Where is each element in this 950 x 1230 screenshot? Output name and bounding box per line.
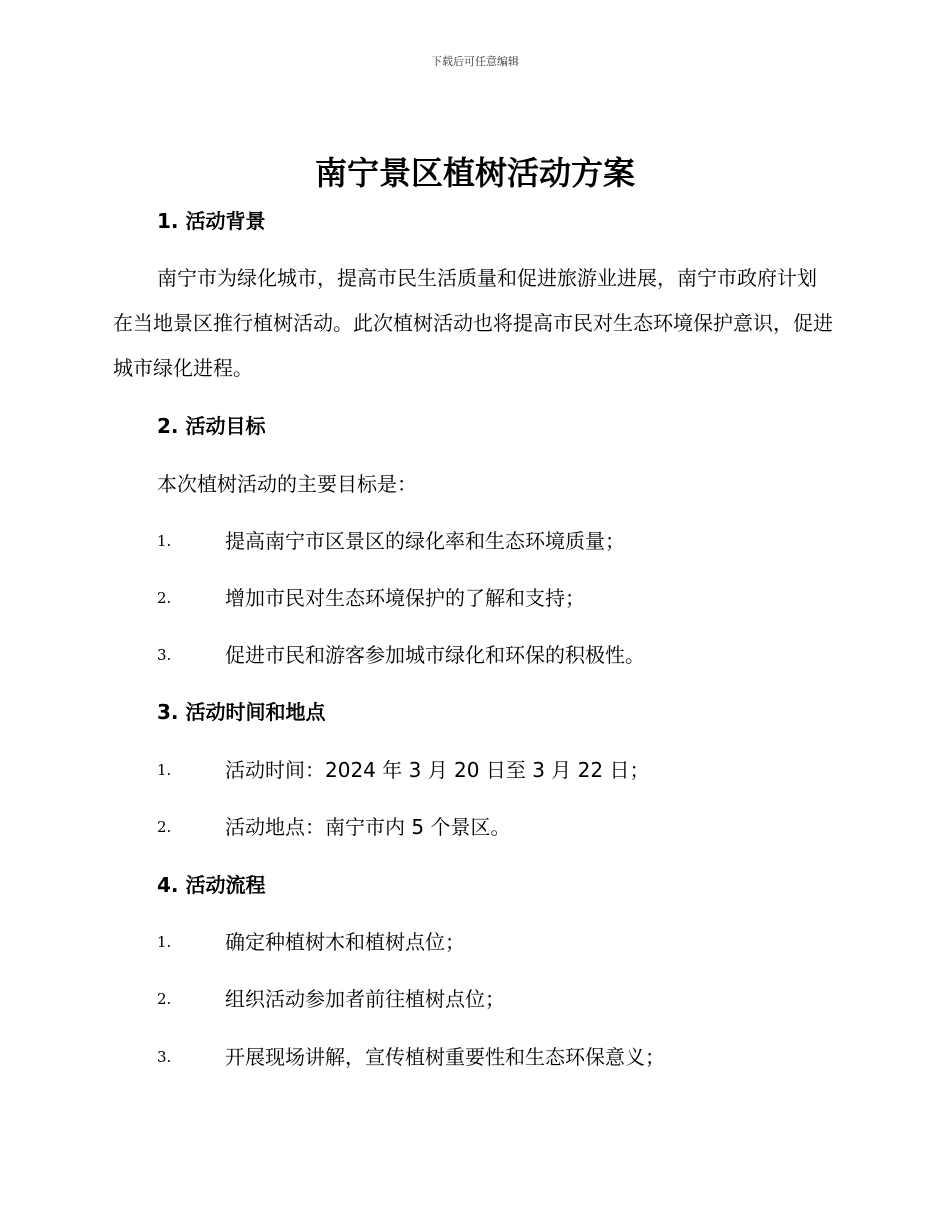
- list-item-number: 1.: [157, 532, 172, 550]
- list-item: [157, 584, 857, 612]
- section-paragraph-background: 南宁市为绿化城市，提高市民生活质量和促进旅游业进展，南宁市政府计划在当地景区推行植树活动。此次植树活动也将提高市民对生态环境保护意识，促进城市绿化进程。: [113, 266, 833, 380]
- section-intro-goals: 本次植树活动的主要目标是：: [157, 472, 417, 496]
- document-title: 南宁景区植树活动方案: [314, 154, 635, 192]
- section-heading-background: 1. 活动背景: [157, 209, 266, 233]
- list-item: [157, 985, 857, 1013]
- list-item: [157, 928, 857, 956]
- list-item-text: 开展现场讲解，宣传植树重要性和生态环保意义；: [225, 1045, 665, 1069]
- list-item-text: 活动时间：2024 年 3 月 20 日至 3 月 22 日；: [225, 758, 650, 782]
- list-item-text: 增加市民对生态环境保护的了解和支持；: [225, 586, 585, 610]
- list-item-number: 2.: [157, 818, 172, 836]
- list-item-number: 2.: [157, 990, 172, 1008]
- header-note: 下载后可任意编辑: [431, 55, 519, 68]
- list-item: [157, 1043, 857, 1071]
- list-item-text: 活动地点：南宁市内 5 个景区。: [225, 815, 511, 839]
- list-item-text: 组织活动参加者前往植树点位；: [225, 987, 505, 1011]
- list-item: [157, 527, 857, 555]
- list-item-number: 1.: [157, 761, 172, 779]
- list-item-number: 3.: [157, 1048, 172, 1066]
- list-item-text: 提高南宁市区景区的绿化率和生态环境质量；: [225, 529, 625, 553]
- list-item-number: 2.: [157, 589, 172, 607]
- list-item-number: 1.: [157, 933, 172, 951]
- list-item-text: 促进市民和游客参加城市绿化和环保的积极性。: [225, 643, 645, 667]
- list-item: [157, 813, 857, 841]
- list-item: [157, 641, 857, 669]
- list-item-text: 确定种植树木和植树点位；: [225, 930, 465, 954]
- section-heading-time-place: 3. 活动时间和地点: [157, 700, 326, 724]
- section-heading-process: 4. 活动流程: [157, 873, 266, 897]
- section-heading-goals: 2. 活动目标: [157, 414, 266, 438]
- list-item: [157, 756, 857, 784]
- list-item-number: 3.: [157, 646, 172, 664]
